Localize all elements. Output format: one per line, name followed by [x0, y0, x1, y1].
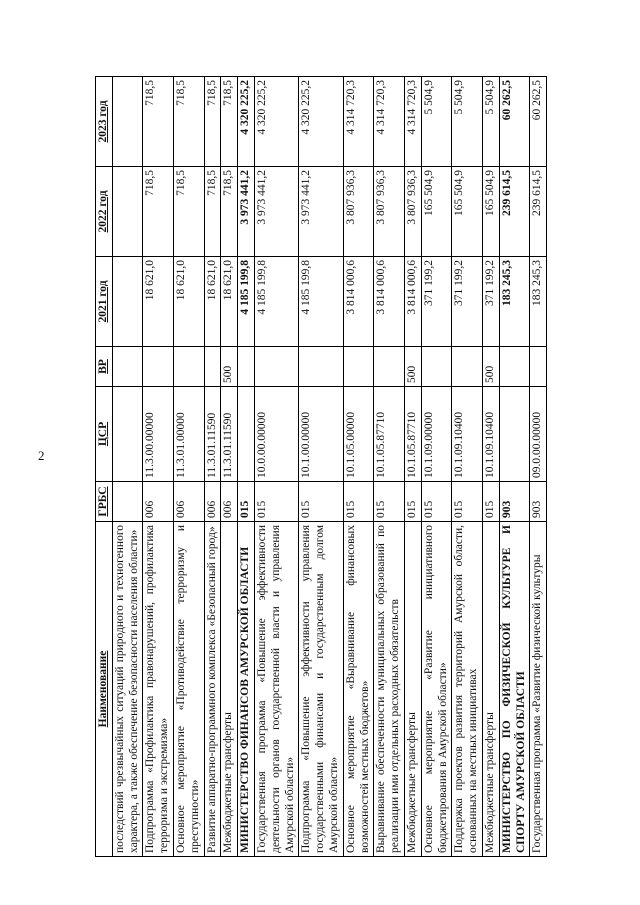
cell-vr: 500	[221, 347, 238, 387]
table-row	[482, 77, 499, 857]
cell-csr: 10.1.09.00000	[421, 387, 452, 482]
cell-2021: 183 245,3	[530, 257, 547, 347]
cell-csr: 10.1.05.87710	[374, 387, 405, 482]
cell-vr	[452, 347, 483, 387]
table-row	[343, 77, 374, 857]
cell-grbs: 006	[173, 482, 204, 522]
col-header-csr: ЦСР	[96, 387, 113, 482]
cell-grbs: 903	[530, 482, 547, 522]
cell-csr: 11.3.01.11590	[221, 387, 238, 482]
cell-vr: 500	[404, 347, 421, 387]
table-row	[452, 77, 483, 857]
cell-grbs: 015	[452, 482, 483, 522]
cell-name: Межбюджетные трансферты	[404, 522, 421, 857]
cell-2022: 165 504,9	[421, 167, 452, 257]
cell-grbs: 015	[343, 482, 374, 522]
cell-vr	[343, 347, 374, 387]
cell-2021: 371 199,2	[452, 257, 483, 347]
cell-2021: 3 814 000,6	[343, 257, 374, 347]
cell-vr	[421, 347, 452, 387]
cell-vr	[299, 347, 343, 387]
cell-2023: 4 314 720,3	[404, 77, 421, 167]
cell-name: Основное мероприятие «Выравнивание финансовых возможностей местных бюджетов»	[343, 522, 374, 857]
cell-csr	[112, 387, 143, 482]
cell-2022: 165 504,9	[452, 167, 483, 257]
cell-2023: 718,5	[204, 77, 221, 167]
cell-grbs: 015	[374, 482, 405, 522]
table-row	[421, 77, 452, 857]
col-header-grbs: ГРБС	[96, 482, 113, 522]
cell-csr: 11.3.01.11590	[204, 387, 221, 482]
cell-vr	[530, 347, 547, 387]
table-body	[112, 77, 546, 857]
cell-csr: 10.1.05.87710	[404, 387, 421, 482]
cell-grbs: 015	[421, 482, 452, 522]
cell-2023: 4 320 225,2	[254, 77, 298, 167]
cell-grbs: 006	[204, 482, 221, 522]
cell-vr	[143, 347, 174, 387]
cell-2023: 60 262,5	[499, 77, 530, 167]
cell-grbs: 015	[299, 482, 343, 522]
cell-name: Выравнивание обеспеченности муниципальных образований по реализации ими отдельных расходных обязательств	[374, 522, 405, 857]
cell-vr: 500	[482, 347, 499, 387]
cell-2021: 3 814 000,6	[374, 257, 405, 347]
cell-grbs: 903	[499, 482, 530, 522]
table-row	[530, 77, 547, 857]
cell-name: Основное мероприятие «Развитие инициативного бюджетирования в Амурской области»	[421, 522, 452, 857]
cell-csr	[499, 387, 530, 482]
cell-grbs	[112, 482, 143, 522]
cell-2022: 718,5	[204, 167, 221, 257]
cell-name: Межбюджетные трансферты	[221, 522, 238, 857]
cell-2021: 4 185 199,8	[299, 257, 343, 347]
table-row	[374, 77, 405, 857]
budget-table	[95, 76, 547, 857]
cell-vr	[204, 347, 221, 387]
cell-2021: 4 185 199,8	[238, 257, 255, 347]
cell-2022: 3 807 936,3	[374, 167, 405, 257]
cell-2022: 718,5	[221, 167, 238, 257]
table-row	[254, 77, 298, 857]
col-header-2023: 2023 год	[96, 77, 113, 167]
cell-name: Поддержка проектов развития территорий Амурской области, основанных на местных инициативах	[452, 522, 483, 857]
table-row	[499, 77, 530, 857]
cell-name: Развитие аппаратно-программного комплекса «Безопасный город»	[204, 522, 221, 857]
cell-name: Государственная программа «Развитие физической культуры	[530, 522, 547, 857]
cell-vr	[374, 347, 405, 387]
cell-2022: 3 973 441,2	[254, 167, 298, 257]
cell-csr: 10.1.09.10400	[482, 387, 499, 482]
cell-vr	[254, 347, 298, 387]
cell-grbs: 006	[221, 482, 238, 522]
cell-csr: 11.3.01.00000	[173, 387, 204, 482]
cell-2022: 3 973 441,2	[299, 167, 343, 257]
cell-2022: 3 807 936,3	[404, 167, 421, 257]
cell-2021	[112, 257, 143, 347]
cell-2023: 5 504,9	[421, 77, 452, 167]
cell-2022: 718,5	[143, 167, 174, 257]
cell-vr	[112, 347, 143, 387]
cell-grbs: 015	[482, 482, 499, 522]
cell-csr: 10.1.00.00000	[299, 387, 343, 482]
cell-vr	[173, 347, 204, 387]
cell-2022: 165 504,9	[482, 167, 499, 257]
cell-grbs: 006	[143, 482, 174, 522]
cell-2021: 18 621,0	[173, 257, 204, 347]
cell-name: Основное мероприятие «Противодействие терроризму и преступности»	[173, 522, 204, 857]
cell-2021: 18 621,0	[143, 257, 174, 347]
col-header-name: Наименование	[96, 522, 113, 857]
cell-2023: 4 320 225,2	[299, 77, 343, 167]
cell-2021: 18 621,0	[204, 257, 221, 347]
cell-vr	[499, 347, 530, 387]
cell-grbs: 015	[404, 482, 421, 522]
col-header-vr: ВР	[96, 347, 113, 387]
cell-2023: 718,5	[143, 77, 174, 167]
cell-csr	[238, 387, 255, 482]
col-header-2022: 2022 год	[96, 167, 113, 257]
table-header-row	[96, 77, 113, 857]
cell-2021: 183 245,3	[499, 257, 530, 347]
cell-2023: 4 314 720,3	[374, 77, 405, 167]
cell-2023: 4 320 225,2	[238, 77, 255, 167]
cell-2021: 371 199,2	[482, 257, 499, 347]
table-row	[221, 77, 238, 857]
cell-2023: 5 504,9	[482, 77, 499, 167]
cell-2022: 239 614,5	[530, 167, 547, 257]
cell-2021: 4 185 199,8	[254, 257, 298, 347]
cell-2023	[112, 77, 143, 167]
cell-2022: 718,5	[173, 167, 204, 257]
cell-2022: 3 807 936,3	[343, 167, 374, 257]
cell-2023: 718,5	[221, 77, 238, 167]
cell-csr: 11.3.00.00000	[143, 387, 174, 482]
page-number: 2	[38, 448, 45, 463]
cell-2022: 239 614,5	[499, 167, 530, 257]
cell-csr: 10.1.05.00000	[343, 387, 374, 482]
cell-name: Подпрограмма «Повышение эффективности управления государственными финансами и государственным долгом Амурской области»	[299, 522, 343, 857]
cell-2023: 718,5	[173, 77, 204, 167]
cell-csr: 10.0.00.00000	[254, 387, 298, 482]
table-row	[299, 77, 343, 857]
cell-2023: 5 504,9	[452, 77, 483, 167]
table-row	[404, 77, 421, 857]
cell-2021: 3 814 000,6	[404, 257, 421, 347]
cell-csr: 09.0.00.00000	[530, 387, 547, 482]
table-row	[238, 77, 255, 857]
cell-name: МИНИСТЕРСТВО ПО ФИЗИЧЕСКОЙ КУЛЬТУРЕ И СПОРТУ АМУРСКОЙ ОБЛАСТИ	[499, 522, 530, 857]
cell-name: МИНИСТЕРСТВО ФИНАНСОВ АМУРСКОЙ ОБЛАСТИ	[238, 522, 255, 857]
table-row	[143, 77, 174, 857]
cell-2023: 60 262,5	[530, 77, 547, 167]
cell-name: Межбюджетные трансферты	[482, 522, 499, 857]
cell-name: Подпрограмма «Профилактика правонарушений, профилактика терроризма и экстремизма»	[143, 522, 174, 857]
cell-grbs: 015	[254, 482, 298, 522]
cell-2022	[112, 167, 143, 257]
cell-name: последствий чрезвычайных ситуаций природного и техногенного характера, а также обеспечение безопасности населения области»	[112, 522, 143, 857]
cell-2023: 4 314 720,3	[343, 77, 374, 167]
table-row	[112, 77, 143, 857]
cell-csr: 10.1.09.10400	[452, 387, 483, 482]
cell-2021: 371 199,2	[421, 257, 452, 347]
col-header-2021: 2021 год	[96, 257, 113, 347]
cell-vr	[238, 347, 255, 387]
cell-name: Государственная программа «Повышение эффективности деятельности органов государственной власти и управления Амурской области»	[254, 522, 298, 857]
cell-2022: 3 973 441,2	[238, 167, 255, 257]
cell-grbs: 015	[238, 482, 255, 522]
cell-2021: 18 621,0	[221, 257, 238, 347]
table-row	[204, 77, 221, 857]
table-row	[173, 77, 204, 857]
